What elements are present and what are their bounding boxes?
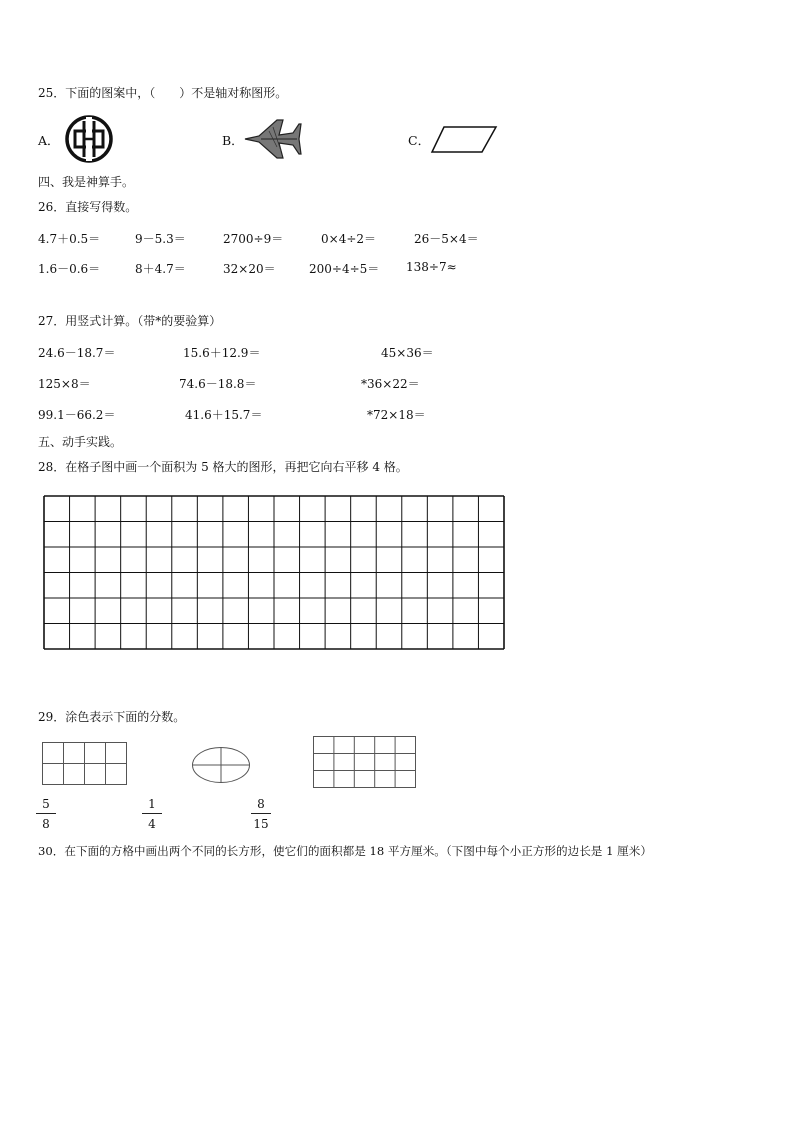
q26-stem: 26．直接写得数。: [38, 200, 138, 214]
coin-logo-icon: [63, 113, 115, 165]
q27-item: 125×8＝: [38, 377, 91, 391]
q29-stem: 29．涂色表示下面的分数。: [38, 710, 186, 724]
q25-stem: 25．下面的图案中，（ ）不是轴对称图形。: [38, 86, 288, 100]
fraction-numerator: 5: [42, 797, 50, 811]
fighter-jet-icon: [243, 116, 301, 162]
q27-item: 74.6－18.8＝: [179, 377, 257, 391]
q25-option-c-label: C．: [408, 133, 431, 148]
q26-item: 1.6－0.6＝: [38, 262, 101, 276]
q26-item: 138÷7≈: [406, 260, 457, 274]
q27-item: 15.6＋12.9＝: [183, 346, 261, 360]
q27-item: 41.6＋15.7＝: [185, 408, 263, 422]
q27-item: 24.6－18.7＝: [38, 346, 116, 360]
q26-item: 0×4÷2＝: [321, 232, 377, 246]
q26-item: 8＋4.7＝: [135, 262, 186, 276]
rectangle-8-parts[interactable]: [42, 742, 128, 786]
parallelogram-icon: [430, 124, 498, 154]
q26-item: 200÷4÷5＝: [309, 262, 380, 276]
fraction-denominator: 8: [42, 817, 50, 831]
section5-title: 五、动手实践。: [38, 435, 123, 449]
fraction-bar: [251, 813, 271, 814]
q27-item: *36×22＝: [361, 377, 420, 391]
section4-title: 四、我是神算手。: [38, 175, 135, 189]
q26-item: 2700÷9＝: [223, 232, 284, 246]
q27-item: 99.1－66.2＝: [38, 408, 116, 422]
q27-item: *72×18＝: [367, 408, 426, 422]
oval-4-parts[interactable]: [191, 746, 251, 784]
fraction-bar: [36, 813, 56, 814]
fraction-one-quarter: [142, 797, 162, 831]
rectangle-15-parts[interactable]: [313, 736, 417, 788]
q26-item: 26－5×4＝: [414, 232, 479, 246]
drawing-grid[interactable]: [43, 495, 505, 650]
q27-item: 45×36＝: [381, 346, 434, 360]
q26-item: 32×20＝: [223, 262, 276, 276]
fraction-numerator: 8: [257, 797, 265, 811]
fraction-five-eighths: [36, 797, 56, 831]
q30-stem: 30．在下面的方格中画出两个不同的长方形，使它们的面积都是 18 平方厘米。（下图中每个小正方形的边长是 1 厘米）: [38, 844, 652, 858]
q25-option-a-label: A．: [38, 133, 60, 148]
q26-item: 9－5.3＝: [135, 232, 186, 246]
q28-stem: 28．在格子图中画一个面积为 5 格大的图形，再把它向右平移 4 格。: [38, 460, 408, 474]
fraction-denominator: 4: [148, 817, 156, 831]
fraction-denominator: 15: [253, 817, 269, 831]
fraction-numerator: 1: [148, 797, 156, 811]
q27-stem: 27．用竖式计算。（带*的要验算）: [38, 314, 222, 328]
q26-item: 4.7＋0.5＝: [38, 232, 101, 246]
fraction-eight-fifteenths: [251, 797, 271, 831]
q25-option-b-label: B．: [222, 133, 244, 148]
fraction-bar: [142, 813, 162, 814]
